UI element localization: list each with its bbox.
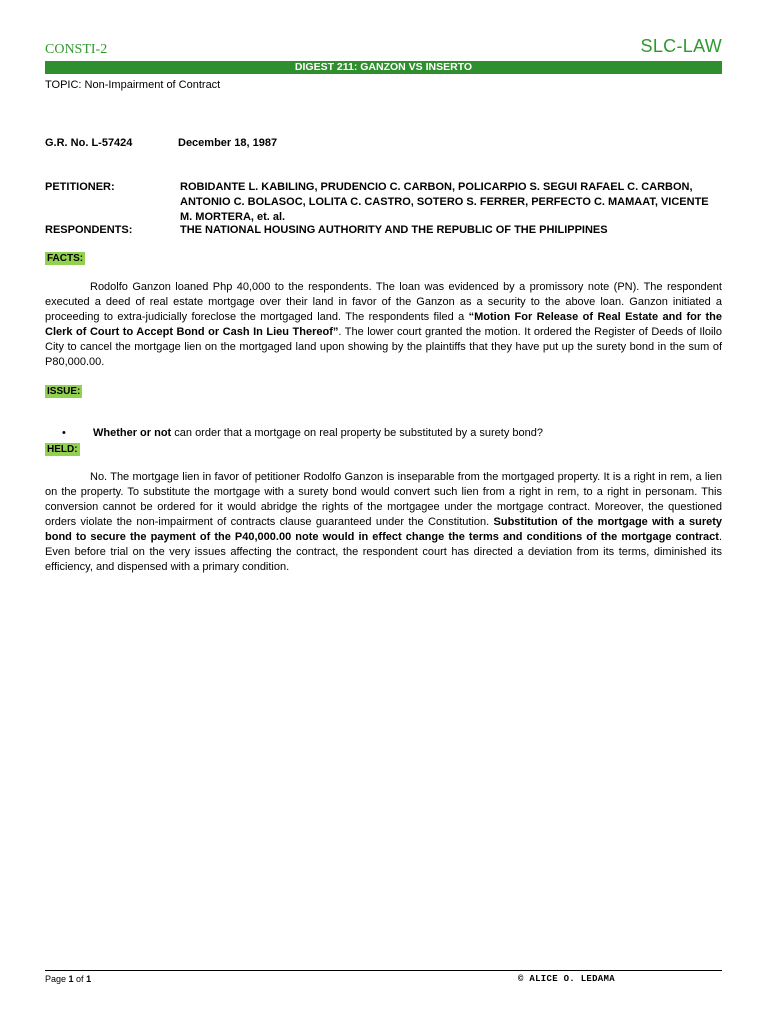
- decision-date: December 18, 1987: [178, 137, 278, 149]
- held-text-1: No. The mortgage lien in favor of petitioner Rodolfo Ganzon is inseparable from the mortgaged property. It is a right in rem, a lien on the property. To substitute the mortgage with a surety bond would convert such lien from a right in rem, to a right in personam. This conversion cannot be ordered for it would abridge the rights of the mortgagee under the mortgage contract. Moreover, the questioned orders violate the non-impairment of contracts clause guaranteed under the Constitution.: [45, 471, 722, 528]
- school-name: SLC-LAW: [640, 36, 722, 56]
- issue-text: can order that a mortgage on real property be substituted by a surety bond?: [171, 427, 544, 439]
- case-number-line: [45, 137, 278, 149]
- facts-paragraph: [45, 280, 722, 370]
- facts-heading: FACTS:: [47, 253, 84, 264]
- page-of: of: [73, 974, 87, 984]
- issue-lead: Whether or not: [93, 427, 172, 439]
- issue-question: [93, 427, 543, 439]
- digest-title-bar: DIGEST 211: GANZON VS INSERTO: [45, 61, 722, 74]
- course-code: CONSTI-2: [45, 42, 108, 57]
- held-paragraph: [45, 470, 722, 575]
- page-word: Page: [45, 974, 69, 984]
- page-number: 1: [68, 974, 74, 984]
- facts-text-1: Rodolfo Ganzon loaned Php 40,000 to the respondents. The loan was evidenced by a promissory note (PN). The respondent executed a deed of real estate mortgage over their land in favor of the Ganzon as a security to the above loan. Ganzon initiated a proceeding to extra-judicially foreclose the mortgaged land. The respondents filed a: [45, 281, 722, 323]
- page-counter: [45, 974, 91, 984]
- respondents-value: THE NATIONAL HOUSING AUTHORITY AND THE REPUBLIC OF THE PHILIPPINES: [180, 224, 608, 236]
- page-total: 1: [86, 974, 92, 984]
- facts-motion-title: “Motion For Release of Real Estate and for the Clerk of Court to Accept Bond or Cash In Lieu Thereof”: [45, 311, 722, 338]
- respondents-label: RESPONDENTS:: [45, 224, 133, 236]
- bullet-icon: •: [62, 427, 66, 439]
- facts-text-2: . The lower court granted the motion. It ordered the Register of Deeds of Iloilo City to cancel the mortgage lien on the mortgaged land upon showing by the plaintiffs that they have put up the surety bond in the sum of P80,000.00.: [45, 326, 722, 368]
- held-heading: HELD:: [47, 444, 78, 455]
- gr-number: G.R. No. L-57424: [45, 137, 133, 149]
- footer-divider: [45, 970, 722, 971]
- author-credit: © ALICE O. LEDAMA: [518, 974, 615, 984]
- topic-line: TOPIC: Non-Impairment of Contract: [45, 79, 221, 91]
- held-text-2: . Even before trial on the very issues affecting the contract, the respondent court has directed a deviation from its terms, diminished its efficiency, and dispensed with a primary condition.: [45, 531, 722, 573]
- held-bold-text: Substitution of the mortgage with a surety bond to secure the payment of the P40,000.00 note would in effect change the terms and conditions of the mortgage contract: [45, 516, 722, 543]
- issue-heading: ISSUE:: [47, 386, 81, 397]
- petitioner-value: ROBIDANTE L. KABILING, PRUDENCIO C. CARBON, POLICARPIO S. SEGUI RAFAEL C. CARBON, ANTONIO C. BOLASOC, LOLITA C. CASTRO, SOTERO S. FERRER, PERFECTO C. MAMAAT, VICENTE M. MORTERA, et. al.: [180, 181, 709, 223]
- petitioner-label: PETITIONER:: [45, 181, 115, 193]
